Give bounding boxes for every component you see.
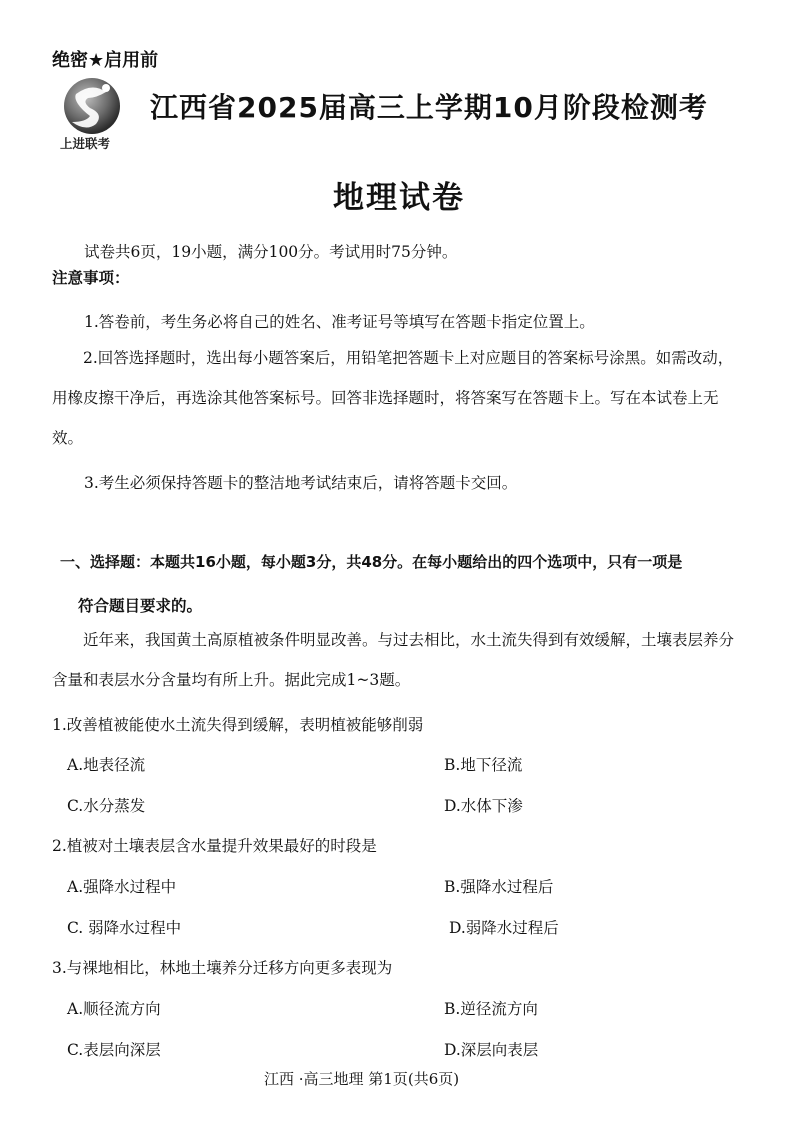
question-2-stem: 2.植被对土壤表层含水量提升效果最好的时段是 bbox=[52, 837, 377, 855]
question-3-option-a: A.顺径流方向 bbox=[67, 1000, 161, 1018]
question-2-option-b: B.强降水过程后 bbox=[444, 878, 554, 896]
exam-title-line1: 江西省2025届高三上学期10月阶段检测考 bbox=[150, 91, 708, 124]
notice-item-1: 1.答卷前，考生务必将自己的姓名、准考证号等填写在答题卡指定位置上。 bbox=[84, 313, 595, 331]
question-1-option-a: A.地表径流 bbox=[67, 756, 146, 774]
section-heading-line2: 符合题目要求的。 bbox=[78, 597, 203, 615]
logo-text: 上进联考 bbox=[60, 136, 111, 151]
question-2-option-c: C. 弱降水过程中 bbox=[67, 919, 182, 937]
notice-item-2: 2.回答选择题时，选出每小题答案后，用铅笔把答题卡上对应题目的答案标号涂黑。如需改动，用橡皮擦干净后，再选涂其他答案标号。回答非选择题时，将答案写在答题卡上。写在本试卷上无效。 bbox=[52, 349, 734, 447]
question-1-stem: 1.改善植被能使水土流失得到缓解，表明植被能够削弱 bbox=[52, 716, 424, 734]
question-3-option-c: C.表层向深层 bbox=[67, 1041, 161, 1059]
question-1-option-d: D.水体下渗 bbox=[444, 797, 523, 815]
notice-heading: 注意事项： bbox=[52, 269, 130, 287]
exam-logo bbox=[56, 76, 128, 154]
exam-info: 试卷共6页，19小题，满分100分。考试用时75分钟。 bbox=[84, 243, 458, 261]
question-3-option-d: D.深层向表层 bbox=[444, 1041, 539, 1059]
question-3-option-b: B.逆径流方向 bbox=[444, 1000, 538, 1018]
section-heading-line1: 一、选择题：本题共16小题，每小题3分，共48分。在每小题给出的四个选项中，只有一项是 bbox=[60, 553, 683, 571]
question-2-option-a: A.强降水过程中 bbox=[67, 878, 177, 896]
secret-label: 绝密★启用前 bbox=[52, 50, 159, 71]
question-2-option-d: D.弱降水过程后 bbox=[449, 919, 559, 937]
reading-passage: 近年来，我国黄土高原植被条件明显改善。与过去相比，水土流失得到有效缓解，土壤表层养分含量和表层水分含量均有所上升。据此完成1~3题。 bbox=[52, 631, 735, 689]
notice-item-3: 3.考生必须保持答题卡的整洁地考试结束后，请将答题卡交回。 bbox=[84, 474, 518, 492]
question-3-stem: 3.与裸地相比，林地土壤养分迁移方向更多表现为 bbox=[52, 959, 393, 977]
question-1-option-c: C.水分蒸发 bbox=[67, 797, 146, 815]
page-footer: 江西 ·高三地理 第1页(共6页) bbox=[264, 1070, 460, 1088]
exam-title-subject: 地理试卷 bbox=[333, 180, 465, 216]
question-1-option-b: B.地下径流 bbox=[444, 756, 523, 774]
